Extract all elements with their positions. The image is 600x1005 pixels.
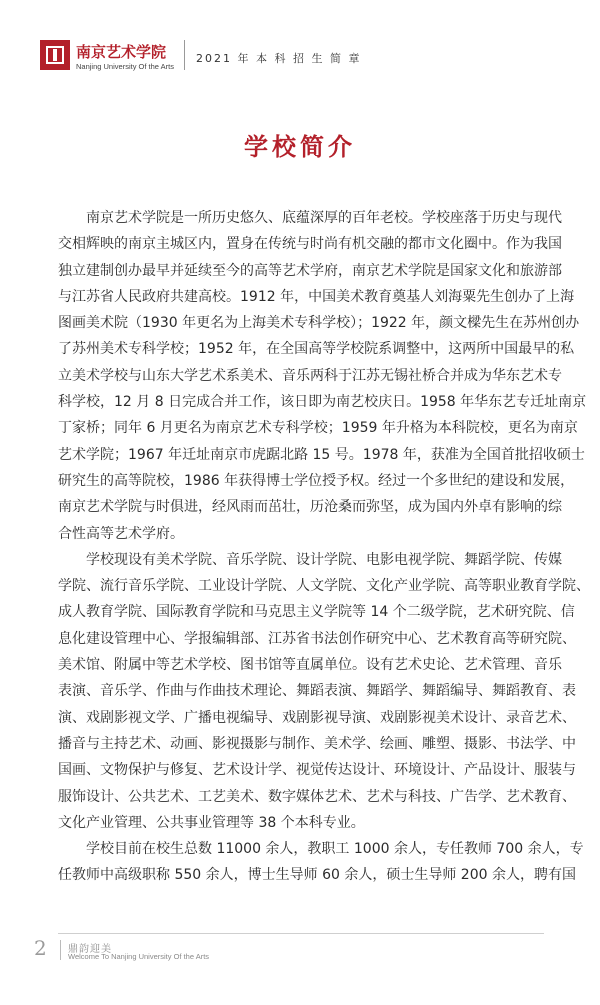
text-line: 成人教育学院、国际教育学院和马克思主义学院等 14 个二级学院，艺术研究院、信 [58,604,575,621]
text-line: 任教师中高级职称 550 余人，博士生导师 60 余人，硕士生导师 200 余人，聘有国 [58,867,576,884]
text-line: 学院、流行音乐学院、工业设计学院、人文学院、文化产业学院、高等职业教育学院、 [58,578,590,595]
text-line: 息化建设管理中心、学报编辑部、江苏省书法创作研究中心、艺术教育高等研究院、 [58,630,576,647]
text-line: 了苏州美术专科学校；1952 年，在全国高等学校院系调整中，这两所中国最早的私 [58,341,575,358]
text-line: 合性高等艺术学府。 [58,525,184,542]
text-line: 演、戏剧影视文学、广播电视编导、戏剧影视导演、戏剧影视美术设计、录音艺术、 [58,709,576,726]
paragraph [58,547,590,836]
text-line: 交相辉映的南京主城区内，置身在传统与时尚有机交融的都市文化圈中。作为我国 [58,236,562,253]
text-line: 学校现设有美术学院、音乐学院、设计学院、电影电视学院、舞蹈学院、传媒 [86,551,562,568]
text-line: 美术馆、附属中等艺术学校、图书馆等直属单位。设有艺术史论、艺术管理、音乐 [58,657,562,674]
footer-rule [58,933,544,934]
text-line: 艺术学院；1967 年迁址南京市虎踞北路 15 号。1978 年，获准为全国首批招收硕士 [58,446,585,463]
text-line: 丁家桥；同年 6 月更名为南京艺术专科学校；1959 年升格为本科院校，更名为南京 [58,420,578,437]
text-line: 播音与主持艺术、动画、影视摄影与制作、美术学、绘画、雕塑、摄影、书法学、中 [58,735,576,752]
header-title: 2021 年 本 科 招 生 简 章 [196,52,362,65]
text-line: 研究生的高等院校，1986 年获得博士学位授予权。经过一个多世纪的建设和发展， [58,472,575,489]
paragraph [58,205,587,547]
text-line: 国画、文物保护与修复、艺术设计学、视觉传达设计、环境设计、产品设计、服装与 [58,762,576,779]
text-line: 表演、音乐学、作曲与作曲技术理论、舞蹈表演、舞蹈学、舞蹈编导、舞蹈教育、表 [58,683,576,700]
text-line: 与江苏省人民政府共建高校。1912 年，中国美术教育奠基人刘海粟先生创办了上海 [58,288,575,305]
text-line: 立美术学校与山东大学艺术系美术、音乐两科于江苏无锡社桥合并成为华东艺术专 [58,367,562,384]
footer-slogan-cn: 鼎韵迎美 [68,944,112,955]
footer-slogan-en: Welcome To Nanjing University Of the Arts [68,952,210,961]
text-line: 南京艺术学院是一所历史悠久、底蕴深厚的百年老校。学校座落于历史与现代 [86,210,562,226]
footer-divider [60,940,61,960]
text-line: 南京艺术学院与时俱进，经风雨而茁壮，历沧桑而弥坚，成为国内外卓有影响的综 [58,499,562,516]
page-title: 学校简介 [244,132,356,161]
text-line: 图画美术院（1930 年更名为上海美术专科学校）；1922 年，颜文樑先生在苏州创办 [58,315,580,332]
brand-name-en: Nanjing University Of the Arts [76,62,174,71]
paragraph [58,836,584,889]
page-header [0,0,600,95]
text-line: 学校目前在校生总数 11000 余人，教职工 1000 余人，专任教师 700 余人，专 [86,841,584,858]
page-number: 2 [34,936,47,960]
text-line: 服饰设计、公共艺术、工艺美术、数字媒体艺术、艺术与科技、广告学、艺术教育、 [58,788,576,805]
text-line: 独立建制创办最早并延续至今的高等艺术学府，南京艺术学院是国家文化和旅游部 [58,262,562,279]
article-body [58,205,590,889]
brand-name-cn: 南京艺术学院 [76,43,167,61]
text-line: 科学校，12 月 8 日完成合并工作，该日即为南艺校庆日。1958 年华东艺专迁址南京 [58,394,587,411]
header-divider [184,40,185,70]
text-line: 文化产业管理、公共事业管理等 38 个本科专业。 [58,814,365,831]
university-seal-logo [40,40,70,70]
